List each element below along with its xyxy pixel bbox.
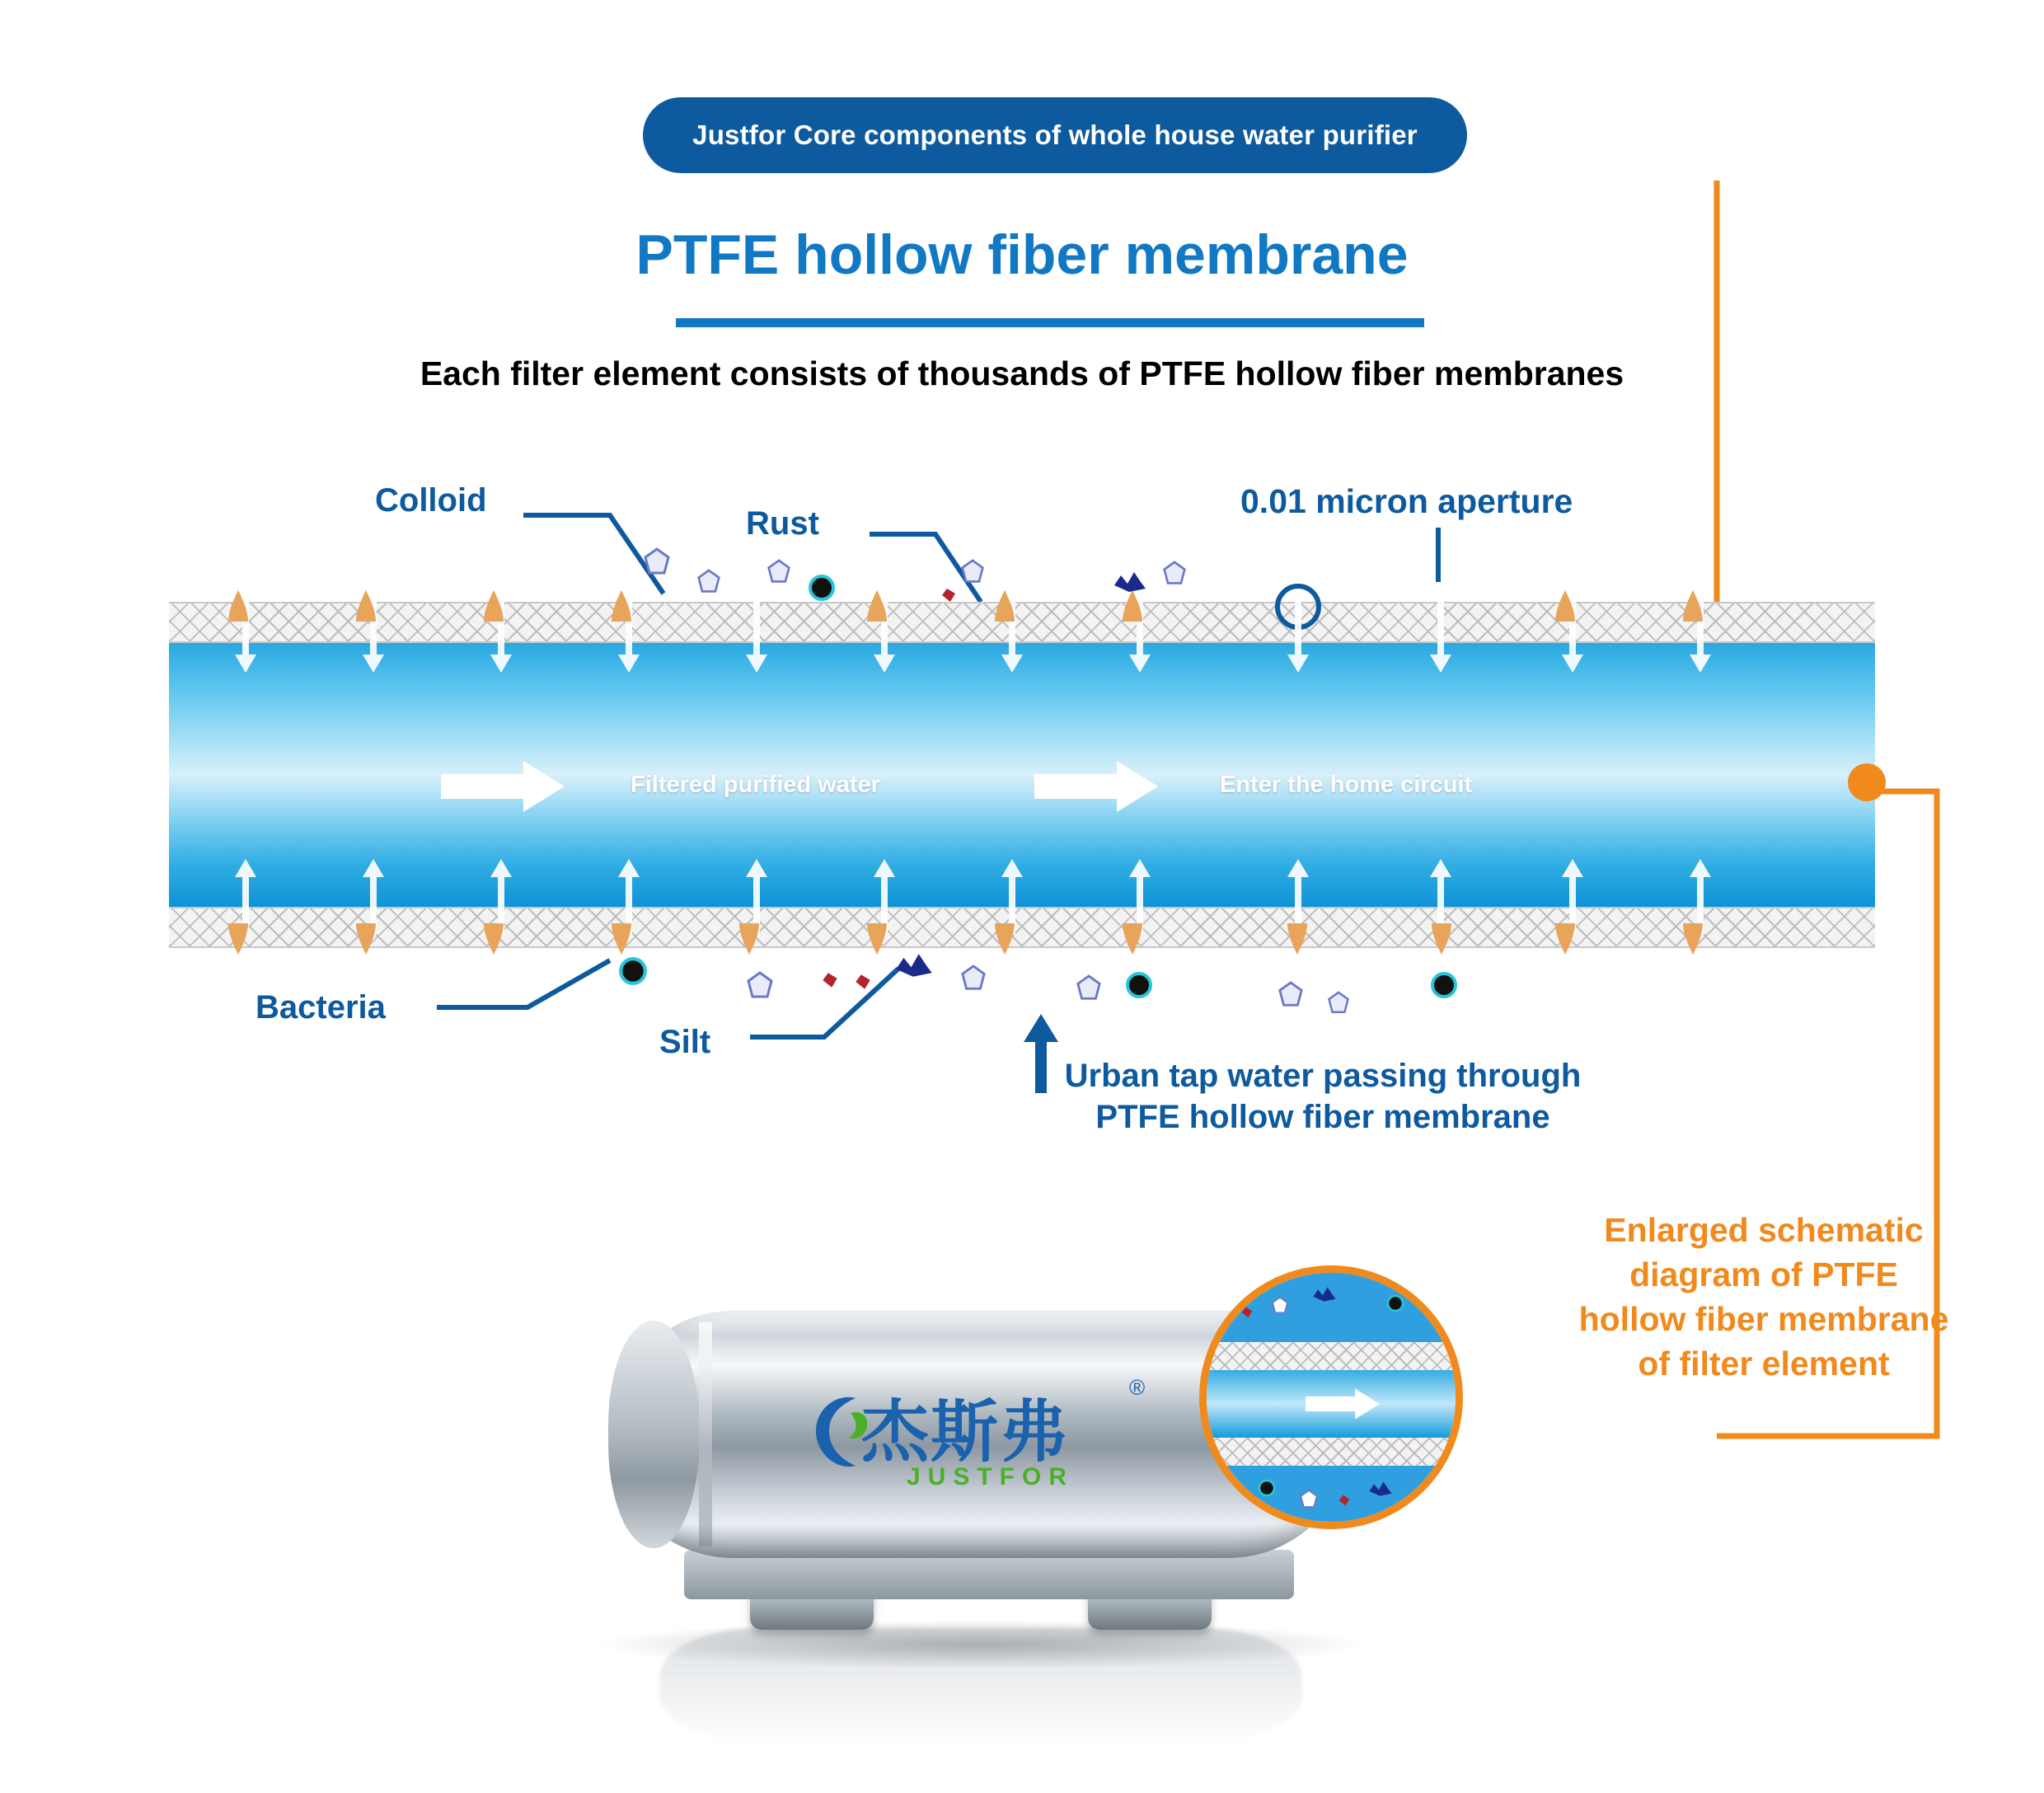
enlarged-schematic-node <box>1848 763 1886 801</box>
trapped-particle-cone <box>227 590 250 625</box>
flow-label-home-circuit: Enter the home circuit <box>1220 772 1473 798</box>
trapped-particle-cone-bottom <box>1121 920 1144 955</box>
magnifier-rust-particle <box>1337 1494 1352 1507</box>
inflow-arrow-aperture <box>1287 597 1309 673</box>
trapped-particle-cone-bottom <box>227 920 250 955</box>
magnifier-rust-particle <box>1240 1306 1254 1319</box>
rust-particle <box>853 973 873 991</box>
rust-particle <box>940 587 958 603</box>
magnifier-lower-fill <box>1199 1466 1463 1529</box>
trapped-particle-cone-bottom <box>610 920 633 955</box>
colloid-particle <box>960 965 987 993</box>
magnifier-silt-particle <box>1312 1286 1337 1303</box>
colloid-particle <box>746 971 774 1001</box>
magnifier-bacteria-particle <box>1258 1479 1276 1497</box>
trapped-particle-cone <box>610 590 633 625</box>
inflow-arrow <box>746 597 767 673</box>
callout-urban-tap-water <box>981 1055 1665 1138</box>
trapped-particle-cone <box>1121 590 1144 625</box>
magnifier-circle <box>1199 1265 1463 1529</box>
callout-urban-line-2: PTFE hollow fiber membrane <box>1095 1099 1550 1135</box>
trapped-particle-cone-bottom <box>354 920 377 955</box>
colloid-particle <box>696 569 721 595</box>
trapped-particle-cone-bottom <box>1681 920 1704 955</box>
product-reflection <box>659 1628 1302 1744</box>
flow-arrow-right-2 <box>1034 761 1158 812</box>
bacteria-particle <box>618 956 648 986</box>
magnifier-mesh-bottom <box>1199 1438 1463 1466</box>
trapped-particle-cone-bottom <box>738 920 761 955</box>
enlarged-line-3: hollow fiber membrane <box>1578 1300 1949 1339</box>
magnifier-flow-arrow <box>1306 1388 1380 1420</box>
trapped-particle-cone-bottom <box>1430 920 1453 955</box>
enlarged-schematic-caption <box>1484 1208 2044 1386</box>
colloid-particle <box>766 559 791 585</box>
trapped-particle-cone <box>993 590 1016 625</box>
brand-name-cn: 杰斯弗 <box>861 1393 1070 1471</box>
product-seam <box>699 1322 712 1547</box>
callout-aperture: 0.01 micron aperture <box>1240 482 1573 520</box>
magnifier-colloid-particle <box>1299 1489 1319 1510</box>
colloid-particle <box>960 559 985 585</box>
enlarged-line-1: Enlarged schematic <box>1604 1211 1924 1249</box>
callout-rust: Rust <box>746 505 819 542</box>
flow-arrow-right-1 <box>441 761 565 812</box>
header-badge-label: Justfor Core components of whole house water purifier <box>692 120 1418 150</box>
trapped-particle-cone <box>482 590 505 625</box>
title-underline <box>676 318 1424 327</box>
product-end-cap <box>608 1321 699 1548</box>
trapped-particle-cone-bottom <box>482 920 505 955</box>
trapped-particle-cone-bottom <box>1286 920 1309 955</box>
callout-silt: Silt <box>659 1024 711 1060</box>
trapped-particle-cone <box>865 590 888 625</box>
brand-registered-mark: ® <box>1129 1375 1146 1400</box>
membrane-diagram <box>169 602 1875 948</box>
colloid-particle <box>1162 561 1187 587</box>
callout-bacteria: Bacteria <box>256 989 386 1026</box>
trapped-particle-cone-bottom <box>865 920 888 955</box>
bacteria-particle <box>1430 971 1458 999</box>
bacteria-particle <box>1125 971 1153 999</box>
silt-particle <box>1113 570 1147 594</box>
silt-particle <box>894 951 934 979</box>
colloid-particle <box>1327 991 1350 1016</box>
magnifier-bacteria-particle <box>1386 1294 1404 1312</box>
trapped-particle-cone <box>1554 590 1577 625</box>
bacteria-particle <box>808 574 836 602</box>
page-subtitle: Each filter element consists of thousands of PTFE hollow fiber membranes <box>420 354 1624 392</box>
magnifier-colloid-particle <box>1271 1296 1289 1316</box>
magnifier-upper-fill <box>1199 1273 1463 1342</box>
brand-name-en: JUSTFOR <box>907 1463 1075 1490</box>
callout-colloid: Colloid <box>375 482 487 519</box>
magnifier-silt-particle <box>1368 1481 1393 1497</box>
colloid-particle <box>643 547 671 577</box>
enlarged-line-2: diagram of PTFE <box>1629 1256 1898 1294</box>
colloid-particle <box>1278 981 1304 1009</box>
magnifier-mesh-top <box>1199 1342 1463 1370</box>
header-badge <box>643 97 1467 173</box>
trapped-particle-cone-bottom <box>993 920 1016 955</box>
enlarged-line-4: of filter element <box>1638 1345 1890 1383</box>
trapped-particle-cone <box>1681 590 1704 625</box>
trapped-particle-cone-bottom <box>1554 920 1577 955</box>
rust-particle <box>820 971 840 989</box>
page-title: PTFE hollow fiber membrane <box>635 223 1409 286</box>
inflow-arrow <box>1430 597 1451 673</box>
trapped-particle-cone <box>354 590 377 625</box>
colloid-particle <box>1076 974 1102 1002</box>
flow-label-filtered-water: Filtered purified water <box>631 772 880 798</box>
callout-urban-line-1: Urban tap water passing through <box>1064 1058 1582 1094</box>
